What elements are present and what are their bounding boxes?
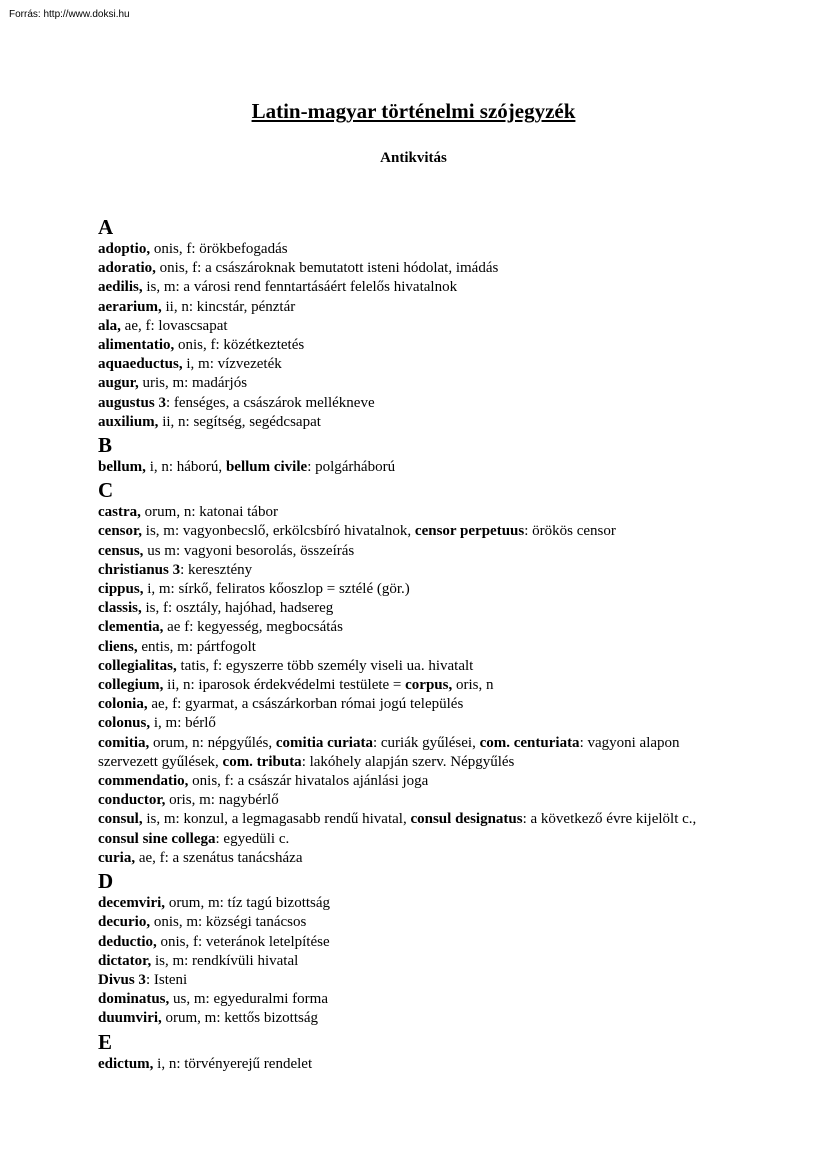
entry-text: orum, m: kettős bizottság — [161, 1010, 318, 1027]
entry-text: : a következő évre kijelölt c., — [522, 811, 697, 828]
glossary-entry — [98, 336, 718, 355]
section-letter: E — [98, 1029, 113, 1054]
glossary-entry — [98, 990, 718, 1009]
entry-text: : curiák gyűlései, — [372, 734, 480, 751]
entry-text: : Isteni — [145, 971, 188, 988]
glossary-entry — [98, 458, 718, 477]
glossary-entry — [98, 561, 718, 580]
entry-text: onis, f: a császár hivatalos ajánlási joga — [188, 773, 429, 790]
entry-text: entis, m: pártfogolt — [137, 638, 256, 655]
glossary-entry — [98, 599, 718, 618]
entry-text: orum, m: tíz tagú bizottság — [165, 895, 331, 912]
entry-term: com. centuriata — [479, 734, 580, 751]
entry-term: adoptio, — [98, 241, 151, 257]
entry-text: onis, m: községi tanácsos — [150, 914, 307, 931]
entry-text: : örökös censor — [524, 523, 616, 540]
entry-term: ala, — [98, 317, 121, 334]
entry-term: curia, — [98, 849, 136, 866]
entry-term: duumviri, — [98, 1010, 162, 1027]
glossary-section-d — [98, 868, 718, 1028]
entry-text: : egyedüli c. — [215, 830, 290, 847]
glossary-section-b — [98, 432, 718, 477]
glossary-entry — [98, 542, 718, 561]
entry-term: consul sine collega — [98, 830, 216, 847]
entry-term: deductio, — [98, 933, 157, 950]
glossary-entry — [98, 580, 718, 599]
glossary-entry — [98, 503, 718, 522]
entry-term: comitia, — [98, 734, 150, 751]
entry-term: census, — [98, 542, 144, 559]
glossary-entry — [98, 933, 718, 952]
entry-text: onis, f: veteránok letelpítése — [156, 933, 330, 950]
glossary-entry — [98, 1009, 718, 1028]
glossary-entry — [98, 913, 718, 932]
entry-term: auxilium, — [98, 413, 159, 430]
glossary-entry — [98, 714, 718, 733]
entry-term: cippus, — [98, 581, 144, 598]
entry-text: i, n: háború, — [145, 459, 226, 476]
entry-term: com. tributa — [222, 753, 302, 770]
section-letter: D — [98, 869, 114, 894]
entry-term: censor, — [98, 523, 143, 540]
entry-term: commendatio, — [98, 773, 189, 790]
entry-text: ae f: kegyesség, megbocsátás — [163, 619, 343, 636]
entry-term: dictator, — [98, 952, 152, 969]
glossary-entry — [98, 894, 718, 913]
glossary-entry — [98, 259, 718, 278]
entry-text: onis, f: közétkeztetés — [174, 337, 305, 354]
section-letter: A — [98, 215, 114, 239]
section-letter: B — [98, 433, 113, 458]
entry-term: classis, — [98, 600, 142, 617]
page-title: Latin-magyar történelmi szójegyzék — [251, 99, 576, 123]
glossary-section-a — [98, 214, 718, 432]
entry-term: colonia, — [98, 696, 148, 713]
glossary-entry — [98, 278, 718, 297]
entry-text: ae, f: a szenátus tanácsháza — [135, 849, 303, 866]
glossary-entry — [98, 849, 718, 868]
glossary-entry — [98, 374, 718, 393]
entry-term: dominatus, — [98, 991, 170, 1008]
glossary-entry — [98, 734, 718, 772]
section-letter: C — [98, 478, 114, 503]
entry-term: consul, — [98, 811, 143, 828]
glossary-entry — [98, 971, 718, 990]
glossary-entry — [98, 413, 718, 432]
entry-term: augur, — [98, 375, 139, 392]
glossary-entry — [98, 522, 718, 541]
glossary-section-c — [98, 477, 718, 868]
entry-text: is, m: rendkívüli hivatal — [151, 952, 299, 969]
entry-term: aquaeductus, — [98, 356, 183, 373]
entry-text: i, m: bérlő — [150, 715, 216, 732]
entry-text: : fenséges, a császárok mellékneve — [165, 394, 375, 411]
glossary-entry — [98, 317, 718, 336]
entry-text: is, m: vagyonbecslő, erkölcsbíró hivatalnok, — [142, 523, 415, 540]
entry-term: augustus 3 — [98, 394, 166, 411]
entry-text: oris, n — [452, 677, 494, 694]
entry-term: consul designatus — [410, 811, 523, 828]
entry-text: is, m: konzul, a legmagasabb rendű hivatal, — [142, 811, 411, 828]
entry-term: bellum, — [98, 459, 146, 476]
entry-term: decemviri, — [98, 895, 166, 912]
entry-term: collegium, — [98, 677, 164, 694]
entry-term: alimentatio, — [98, 337, 175, 354]
entry-text: is, m: a városi rend fenntartásáért felelős hivatalnok — [142, 279, 458, 296]
glossary-entry — [98, 695, 718, 714]
entry-text: onis, f: örökbefogadás — [150, 241, 288, 257]
entry-term: Divus 3 — [98, 971, 146, 988]
entry-term: adoratio, — [98, 260, 156, 277]
entry-term: bellum civile — [225, 459, 308, 476]
entry-term: castra, — [98, 504, 141, 521]
glossary-entry — [98, 394, 718, 413]
glossary-section-e — [98, 1029, 718, 1074]
entry-text: : vagyoni alapon szervezett gyűlések, — [98, 734, 680, 770]
entry-text: orum, n: népgyűlés, — [149, 734, 276, 751]
entry-text: uris, m: madárjós — [138, 375, 248, 392]
entry-term: aerarium, — [98, 298, 162, 315]
glossary-entry — [98, 355, 718, 374]
glossary-entry — [98, 1055, 718, 1074]
entry-term: comitia curiata — [275, 734, 373, 751]
entry-text: i, m: vízvezeték — [182, 356, 282, 373]
entry-term: cliens, — [98, 638, 138, 655]
entry-text: ii, n: kincstár, pénztár — [161, 298, 296, 315]
source-note: Forrás: http://www.doksi.hu — [9, 9, 130, 20]
entry-text: ae, f: lovascsapat — [120, 317, 228, 334]
entry-text: : keresztény — [180, 561, 253, 578]
entry-text: us, m: egyeduralmi forma — [169, 991, 328, 1008]
entry-term: censor perpetuus — [414, 523, 525, 540]
page-subtitle: Antikvitás — [380, 150, 447, 166]
entry-term: christianus 3 — [98, 561, 181, 578]
entry-text: : lakóhely alapján szerv. Népgyűlés — [301, 753, 515, 770]
entry-text: ii, n: iparosok érdekvédelmi testülete = — [163, 677, 406, 694]
entry-term: edictum, — [98, 1055, 154, 1072]
entry-text: i, n: törvényerejű rendelet — [153, 1055, 313, 1072]
glossary-entry — [98, 298, 718, 317]
glossary-entry — [98, 952, 718, 971]
entry-term: colonus, — [98, 715, 151, 732]
entry-text: orum, n: katonai tábor — [140, 504, 278, 521]
glossary — [98, 214, 718, 1074]
entry-text: i, m: sírkő, feliratos kőoszlop = sztélé (gör.) — [143, 581, 410, 598]
glossary-entry — [98, 638, 718, 657]
glossary-entry — [98, 772, 718, 791]
entry-term: corpus, — [405, 677, 453, 694]
entry-term: aedilis, — [98, 279, 143, 296]
entry-text: onis, f: a császároknak bemutatott isteni hódolat, imádás — [155, 260, 499, 277]
entry-text: tatis, f: egyszerre több személy viseli ua. hivatalt — [176, 657, 474, 674]
entry-text: oris, m: nagybérlő — [165, 792, 279, 809]
entry-text: us m: vagyoni besorolás, összeírás — [143, 542, 355, 559]
entry-term: clementia, — [98, 619, 164, 636]
entry-text: : polgárháború — [307, 459, 396, 476]
entry-term: collegialitas, — [98, 657, 177, 674]
entry-text: ae, f: gyarmat, a császárkorban római jogú település — [147, 696, 464, 713]
entry-term: conductor, — [98, 792, 166, 809]
glossary-entry — [98, 240, 718, 259]
entry-text: ii, n: segítség, segédcsapat — [158, 413, 321, 430]
glossary-entry — [98, 791, 718, 810]
glossary-entry — [98, 676, 718, 695]
glossary-entry — [98, 618, 718, 637]
glossary-entry — [98, 657, 718, 676]
entry-text: is, f: osztály, hajóhad, hadsereg — [141, 600, 334, 617]
entry-term: decurio, — [98, 914, 151, 931]
glossary-entry — [98, 810, 718, 848]
